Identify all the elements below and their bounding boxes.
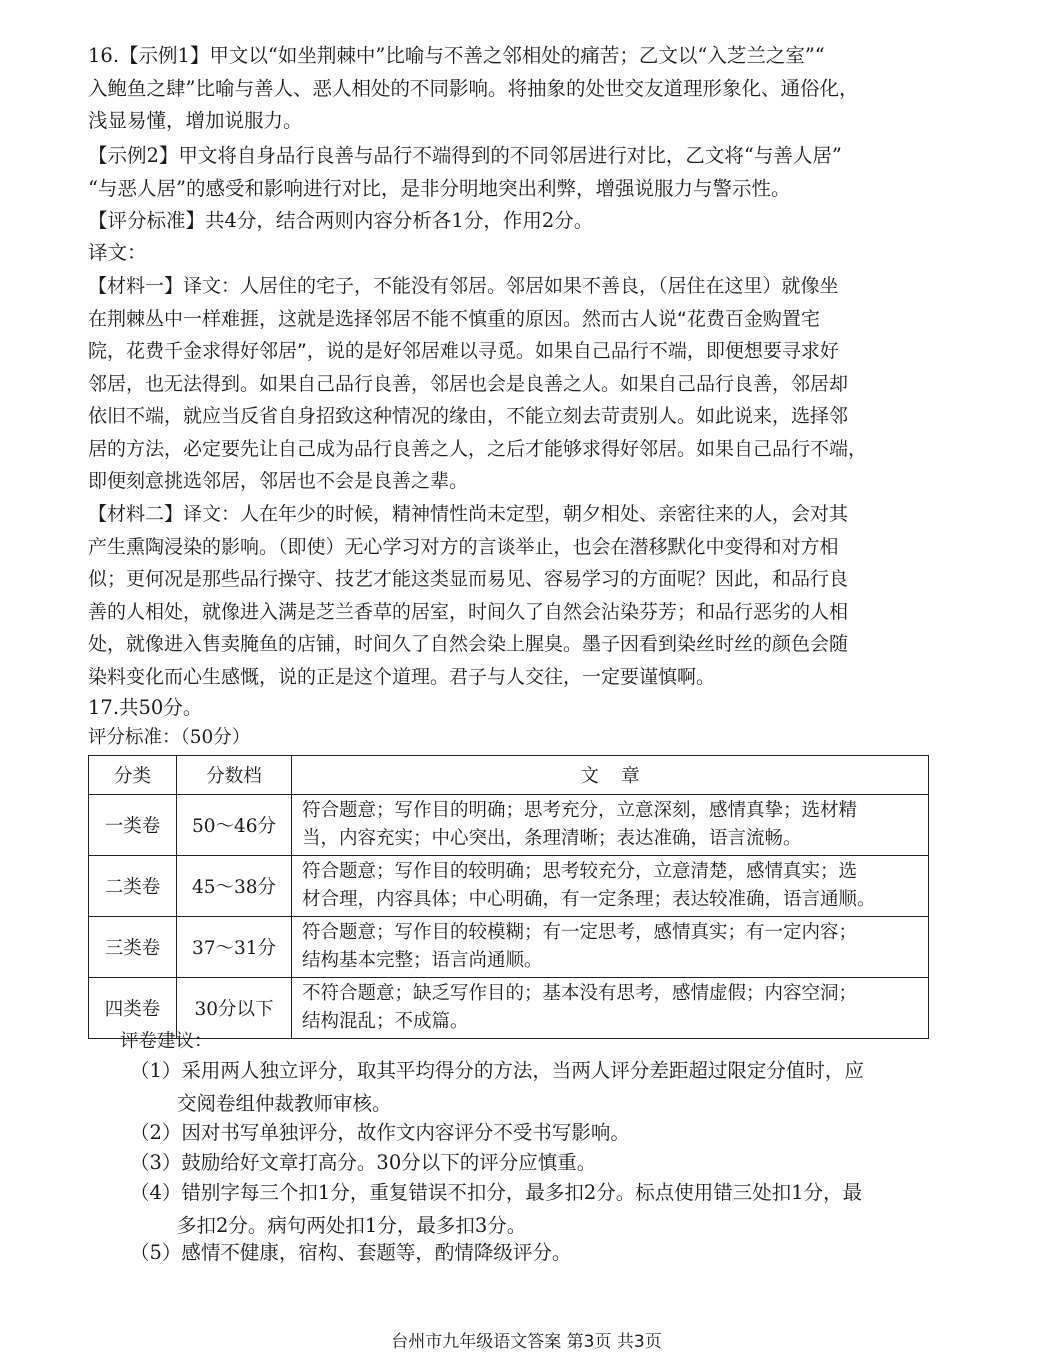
text-line: （5）感情不健康，宿构、套题等，酌情降级评分。 [130, 1241, 572, 1264]
suggestion-item [130, 1147, 930, 1180]
text-line: 评分标准：（50分） [88, 727, 251, 748]
criteria-cell [292, 856, 929, 917]
text-line: 17.共50分。 [88, 696, 203, 719]
header-article [292, 756, 929, 795]
text-line: 材合理，内容具体；中心明确，有一定条理；表达较准确，语言通顺。 [302, 889, 876, 910]
header-score-range: 分数档 [177, 756, 292, 795]
text-line: 浅显易懂，增加说服力。 [88, 109, 303, 132]
text-line: （1）采用两人独立评分，取其平均得分的方法，当两人评分差距超过限定分值时，应 [130, 1059, 864, 1082]
text-line: 院，花费千金求得好邻居”，说的是好邻居难以寻觅。如果自己品行不端，即便想要寻求好 [88, 340, 839, 362]
text-line: 译文： [88, 241, 147, 264]
page-footer: 台州市九年级语文答案 第3页 共3页 [391, 1332, 662, 1352]
text-line: 结构基本完整；语言尚通顺。 [302, 950, 543, 971]
text-line: 【材料二】译文：人在年少的时候，精神情性尚未定型，朝夕相处、亲密往来的人，会对其 [88, 503, 849, 525]
q16-example1 [88, 40, 938, 138]
text-line: （2）因对书写单独评分，故作文内容评分不受书写影响。 [130, 1121, 630, 1144]
text-line: 不符合题意；缺乏写作目的；基本没有思考，感情虚假；内容空洞； [302, 983, 858, 1004]
text-line: “与恶人居”的感受和影响进行对比，是非分明地突出利弊，增强说服力与警示性。 [88, 176, 791, 200]
suggestion-item [130, 1117, 930, 1150]
suggestion-item [130, 1177, 930, 1242]
suggestion-item [130, 1055, 930, 1120]
translation-label [88, 237, 938, 270]
material2-translation [88, 498, 938, 693]
text-line: 产生熏陶浸染的影响。（即使）无心学习对方的言谈举止，也会在潜移默化中变得和对方相 [88, 535, 839, 558]
text-line: 处，就像进入售卖腌鱼的店铺，时间久了自然会染上腥臭。墨子因看到染丝时丝的颜色会随 [88, 633, 849, 655]
q16-example2 [88, 140, 938, 205]
criteria-cell [292, 917, 929, 978]
text-line: 符合题意；写作目的明确；思考充分，立意深刻，感情真挚；选材精 [302, 800, 858, 821]
table-row [89, 856, 929, 917]
suggestions-label [120, 1026, 920, 1059]
suggestion-item [130, 1237, 930, 1270]
text-line: 当，内容充实；中心突出，条理清晰；表达准确，语言流畅。 [302, 828, 802, 849]
text-line: 染料变化而心生感慨，说的正是这个道理。君子与人交往，一定要谨慎啊。 [88, 665, 716, 688]
text-line: 【示例2】甲文将自身品行良善与品行不端得到的不同邻居进行对比，乙文将“与善人居” [88, 144, 842, 167]
score-range-cell: 30分以下 [177, 978, 292, 1039]
category-cell: 二类卷 [89, 856, 177, 917]
table-row [89, 795, 929, 856]
text-line: 【评分标准】共4分，结合两则内容分析各1分，作用2分。 [88, 209, 594, 232]
category-cell: 一类卷 [89, 795, 177, 856]
score-range-cell: 37～31分 [177, 917, 292, 978]
criteria-cell [292, 795, 929, 856]
text-line: 在荆棘丛中一样难捱，这就是选择邻居不能不慎重的原因。然而古人说“花费百金购置宅 [88, 307, 820, 330]
score-range-cell: 45～38分 [177, 856, 292, 917]
table-row [89, 917, 929, 978]
header-category: 分类 [89, 756, 177, 795]
text-line: 符合题意；写作目的较明确；思考较充分，立意清楚，感情真实；选 [302, 861, 858, 882]
text-line: 似；更何况是那些品行操守、技艺才能这类显而易见、容易学习的方面呢？因此，和品行良 [88, 568, 849, 590]
text-line: 善的人相处，就像进入满是芝兰香草的居室，时间久了自然会沾染芬芳；和品行恶劣的人相 [88, 600, 849, 623]
text-line: 16.【示例1】甲文以“如坐荆棘中”比喻与不善之邻相处的痛苦；乙文以“入芝兰之室”“ [88, 44, 825, 67]
text-line: 依旧不端，就应当反省自身招致这种情况的缘由，不能立刻去苛责别人。如此说来，选择邻 [88, 405, 849, 427]
text-line: 居的方法，必定要先让自己成为品行良善之人，之后才能够求得好邻居。如果自己品行不端， [88, 437, 868, 460]
text-line: 符合题意；写作目的较模糊；有一定思考，感情真实；有一定内容； [302, 922, 858, 943]
text-line: 交阅卷组仲裁教师审核。 [177, 1091, 392, 1115]
category-cell: 四类卷 [89, 978, 177, 1039]
text-line: 多扣2分。病句两处扣1分，最多扣3分。 [177, 1213, 527, 1237]
text-line: 邻居，也无法得到。如果自己品行良善，邻居也会是良善之人。如果自己品行良善，邻居却 [88, 372, 849, 395]
q17-title [88, 692, 938, 725]
text-line: 【材料一】译文：人居住的宅子，不能没有邻居。邻居如果不善良，（居住在这里）就像坐 [88, 275, 839, 297]
category-cell: 三类卷 [89, 917, 177, 978]
header-article-text: 文章 [580, 766, 662, 787]
scoring-table [88, 755, 929, 1039]
text-line: （4）错别字每三个扣1分，重复错误不扣分，最多扣2分。标点使用错三处扣1分，最 [130, 1181, 863, 1204]
q17-standard-label [88, 722, 938, 755]
table-header-row [89, 756, 929, 795]
text-line: 入鲍鱼之肆”比喻与善人、恶人相处的不同影响。将抽象的处世交友道理形象化、通俗化， [88, 76, 859, 100]
text-line: 即便刻意挑选邻居，邻居也不会是良善之辈。 [88, 470, 469, 492]
material1-translation [88, 270, 938, 498]
text-line: （3）鼓励给好文章打高分。30分以下的评分应慎重。 [130, 1151, 597, 1174]
text-line: 评卷建议： [120, 1031, 213, 1052]
score-range-cell: 50～46分 [177, 795, 292, 856]
q16-scoring-standard [88, 205, 938, 238]
text-line: 结构混乱；不成篇。 [302, 1011, 469, 1032]
